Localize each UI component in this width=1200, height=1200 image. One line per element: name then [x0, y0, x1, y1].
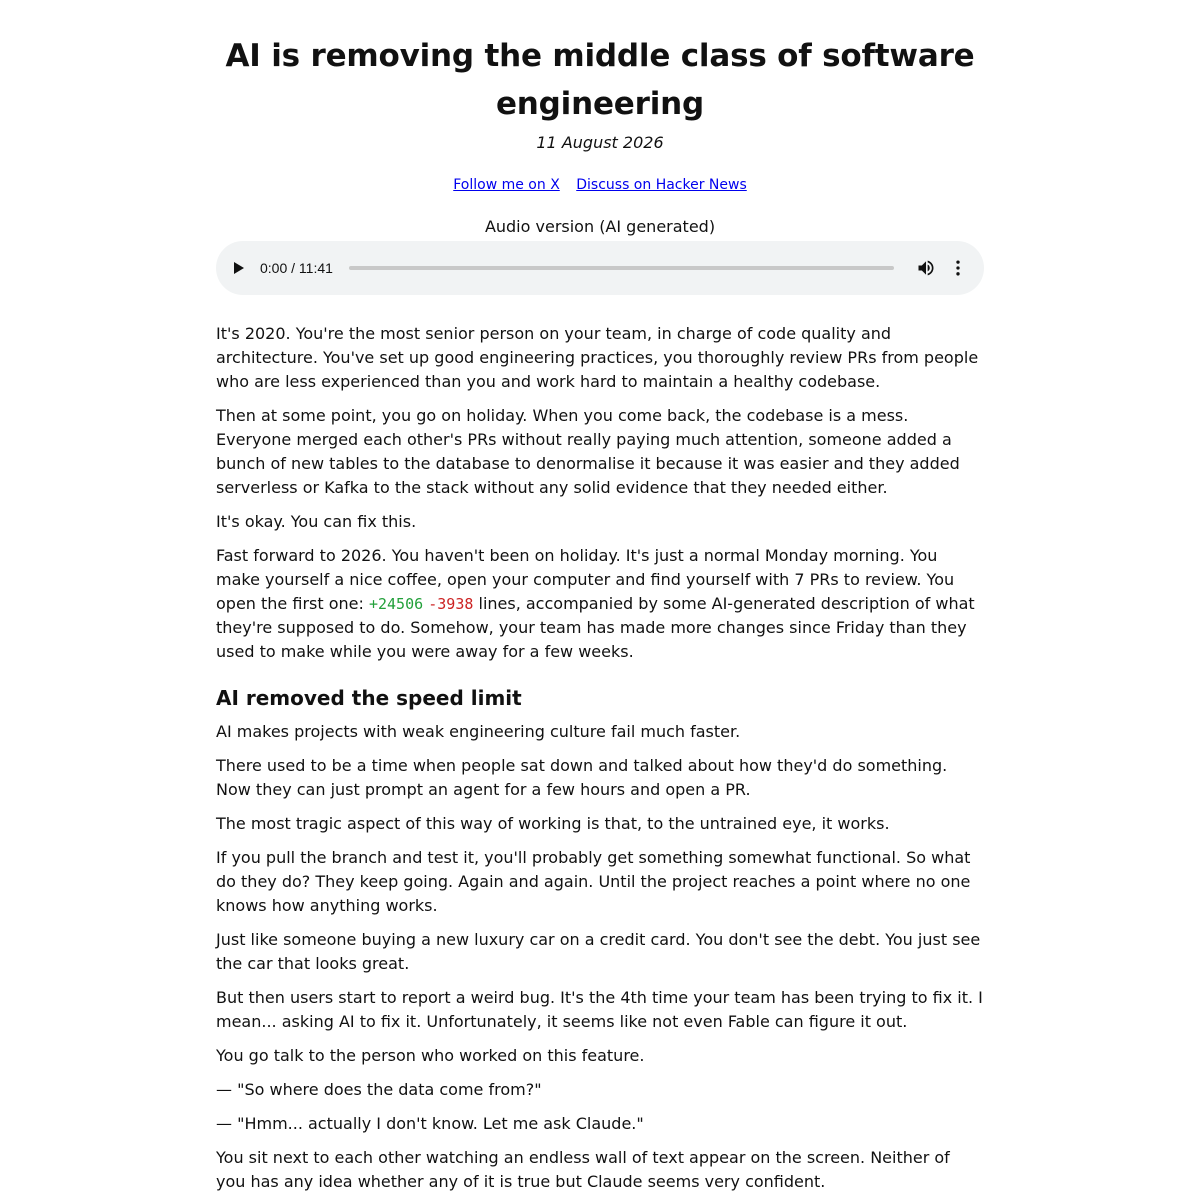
more-options-icon[interactable]	[948, 258, 968, 278]
paragraph: AI makes projects with weak engineering culture fail much faster.	[216, 722, 741, 741]
header-links	[216, 175, 984, 195]
paragraph: You go talk to the person who worked on this feature.	[216, 1046, 645, 1065]
paragraph: You sit next to each other watching an endless wall of text appear on the screen. Neither of you has any idea whether any of it is true but Claude seems very confident.	[216, 1148, 950, 1191]
paragraph-text: Fast forward to 2026. You haven't been on holiday. It's just a normal Monday morning. You make yourself a nice coffee, open your computer and find yourself with 7 PRs to review. You open the first one:	[216, 546, 955, 613]
section-heading: AI removed the speed limit	[216, 686, 522, 710]
dialogue-line: — "So where does the data come from?"	[216, 1080, 542, 1099]
audio-player	[216, 241, 984, 295]
lines-added: +24506	[368, 595, 424, 613]
article-body	[216, 322, 984, 1194]
paragraph: If you pull the branch and test it, you'll probably get something somewhat functional. So what do they do? They keep going. Again and again. Until the project reaches a point where no one knows how anything works.	[216, 848, 971, 915]
dialogue-line: — "Hmm... actually I don't know. Let me ask Claude."	[216, 1114, 644, 1133]
paragraph: It's 2020. You're the most senior person on your team, in charge of code quality and architecture. You've set up good engineering practices, you thoroughly review PRs from people who are less experienced than you and work hard to maintain a healthy codebase.	[216, 324, 979, 391]
discuss-link[interactable]: Discuss on Hacker News	[576, 177, 747, 193]
follow-link[interactable]: Follow me on X	[453, 177, 560, 193]
paragraph: There used to be a time when people sat down and talked about how they'd do something. Now they can just prompt an agent for a few hours and open a PR.	[216, 756, 948, 799]
paragraph: It's okay. You can fix this.	[216, 512, 417, 531]
audio-label: Audio version (AI generated)	[484, 217, 716, 236]
paragraph: But then users start to report a weird bug. It's the 4th time your team has been trying to fix it. I mean... asking AI to fix it. Unfortunately, it seems like not even Fable can figure it out.	[216, 988, 983, 1031]
paragraph-text: lines, accompanied by some AI-generated description of what they're supposed to do. Somehow, your team has made more changes since Friday than they used to make while you were away for a few weeks.	[216, 594, 975, 661]
audio-progress-bar[interactable]	[349, 266, 894, 270]
lines-removed: -3938	[428, 595, 474, 613]
paragraph: The most tragic aspect of this way of working is that, to the untrained eye, it works.	[216, 814, 890, 833]
paragraph: Just like someone buying a new luxury car on a credit card. You don't see the debt. You just see the car that looks great.	[216, 930, 981, 973]
audio-time: 0:00 / 11:41	[260, 260, 333, 276]
play-icon[interactable]	[234, 262, 244, 274]
article-title: AI is removing the middle class of software engineering	[225, 38, 975, 122]
paragraph	[216, 544, 984, 664]
article-date: 11 August 2026	[536, 133, 664, 152]
article-page	[216, 0, 984, 1194]
paragraph: Then at some point, you go on holiday. When you come back, the codebase is a mess. Everyone merged each other's PRs without really paying much attention, someone added a bunch of new tables to the database to denormalise it because it was easier and they added serverless or Kafka to the stack without any solid evidence that they needed either.	[216, 406, 960, 497]
volume-icon[interactable]	[916, 258, 936, 278]
